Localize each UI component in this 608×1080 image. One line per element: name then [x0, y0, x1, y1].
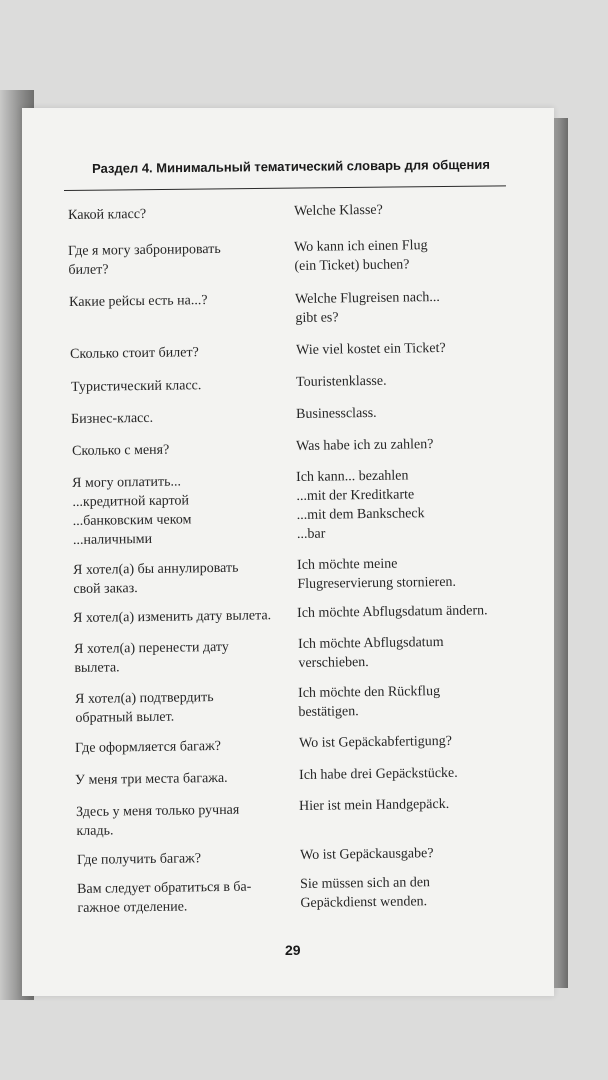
phrase-line: Welche Klasse? — [294, 202, 383, 219]
phrase-russian — [77, 849, 201, 870]
phrase-line: Wo ist Gepäckausgabe? — [300, 846, 434, 863]
phrase-russian — [68, 240, 221, 280]
phrase-line: Сколько стоит билет? — [70, 345, 199, 362]
phrase-line: Здесь у меня только ручная — [76, 802, 240, 820]
phrase-line: У меня три места багажа. — [75, 770, 228, 788]
phrase-russian — [75, 737, 221, 758]
phrase-line: gibt es? — [295, 310, 339, 326]
phrase-line: Я хотел(а) перенести дату — [74, 639, 229, 657]
phrase-line: Gepäckdienst wenden. — [300, 894, 428, 911]
phrase-line: билет? — [68, 262, 109, 278]
phrase-line: (ein Ticket) buchen? — [294, 257, 410, 274]
phrase-russian — [70, 343, 199, 364]
phrase-line: Wie viel kostet ein Ticket? — [296, 340, 446, 358]
phrase-line: Hier ist mein Handgepäck. — [299, 796, 450, 814]
phrase-german — [296, 435, 434, 456]
phrase-russian — [71, 409, 153, 429]
phrase-line: Туристический класс. — [71, 378, 202, 395]
phrase-russian — [68, 205, 146, 225]
phrase-line: Ich möchte Abflugsdatum ändern. — [297, 603, 488, 621]
phrase-line: ...банковским чеком — [72, 512, 192, 529]
phrase-russian — [77, 878, 252, 918]
phrase-line: Wo ist Gepäckabfertigung? — [299, 733, 453, 751]
phrase-line: ...bar — [296, 526, 326, 542]
phrase-line: Welche Flugreisen nach... — [295, 289, 440, 307]
phrase-line: ...mit dem Bankscheck — [296, 506, 425, 523]
phrase-line: ...mit der Kreditkarte — [296, 487, 415, 504]
phrase-german — [299, 732, 452, 753]
phrase-german — [294, 201, 383, 221]
phrase-line: Wo kann ich einen Flug — [294, 238, 428, 255]
phrase-line: Ich möchte meine — [297, 556, 398, 573]
phrase-german — [294, 236, 428, 276]
phrase-german — [300, 844, 434, 865]
phrase-line: Flugreservierung stornieren. — [297, 574, 457, 592]
phrase-line: Ich habe drei Gepäckstücke. — [299, 765, 458, 783]
phrase-german — [299, 764, 458, 785]
phrase-line: свой заказ. — [73, 581, 138, 597]
phrase-line: Ich möchte den Rückflug — [298, 684, 441, 701]
phrase-russian — [73, 606, 271, 628]
phrase-russian — [73, 559, 239, 599]
phrase-line: Где получить багаж? — [77, 851, 202, 868]
page-number: 29 — [285, 942, 301, 958]
phrase-line: verschieben. — [298, 655, 369, 671]
phrase-line: Какие рейсы есть на...? — [69, 293, 208, 310]
phrase-german — [296, 404, 377, 424]
phrase-line: Где я могу забронировать — [68, 241, 221, 259]
phrase-russian — [75, 769, 228, 790]
phrase-line: вылета. — [74, 660, 120, 676]
phrase-line: Sie müssen sich an den — [300, 875, 431, 892]
phrase-german — [296, 339, 446, 360]
phrase-line: Я хотел(а) изменить дату вылета. — [73, 608, 272, 626]
phrase-line: Businessclass. — [296, 405, 377, 422]
phrase-russian — [75, 688, 214, 728]
phrase-line: Бизнес-класс. — [71, 410, 154, 427]
phrase-line: Was habe ich zu zahlen? — [296, 437, 434, 454]
phrase-russian — [69, 291, 208, 312]
phrase-german — [300, 873, 430, 913]
phrase-german — [299, 795, 449, 816]
phrase-russian — [72, 472, 192, 550]
phrase-line: bestätigen. — [298, 704, 359, 720]
phrase-line: Где оформляется багаж? — [75, 738, 222, 756]
phrase-line: Какой класс? — [68, 206, 147, 223]
phrase-line: Я хотел(а) бы аннулировать — [73, 560, 239, 578]
phrase-line: Вам следует обратиться в ба- — [77, 879, 252, 897]
phrase-german — [297, 554, 456, 594]
phrase-german — [298, 633, 444, 673]
phrase-russian — [71, 376, 201, 397]
phrase-line: кладь. — [76, 823, 114, 839]
phrase-line: Я могу оплатить... — [72, 474, 182, 491]
phrase-line: обратный вылет. — [75, 709, 175, 726]
phrase-line: гажное отделение. — [77, 899, 188, 916]
phrase-russian — [76, 801, 240, 841]
phrase-german — [295, 288, 440, 328]
phrase-line: Ich kann... bezahlen — [296, 468, 409, 485]
phrase-german — [298, 682, 440, 722]
phrase-russian — [74, 638, 229, 678]
phrase-line: ...наличными — [72, 531, 153, 548]
section-header: Раздел 4. Минимальный тематический словарь для общения — [92, 156, 490, 176]
phrase-german — [296, 466, 425, 544]
phrase-line: Сколько с меня? — [72, 442, 170, 459]
phrase-line: Я хотел(а) подтвердить — [75, 690, 214, 707]
phrase-german — [296, 372, 387, 392]
phrase-russian — [72, 441, 169, 461]
phrase-line: ...кредитной картой — [72, 493, 190, 510]
phrase-line: Ich möchte Abflugsdatum — [298, 634, 444, 652]
phrase-line: Touristenklasse. — [296, 373, 387, 390]
phrase-german — [297, 601, 488, 623]
